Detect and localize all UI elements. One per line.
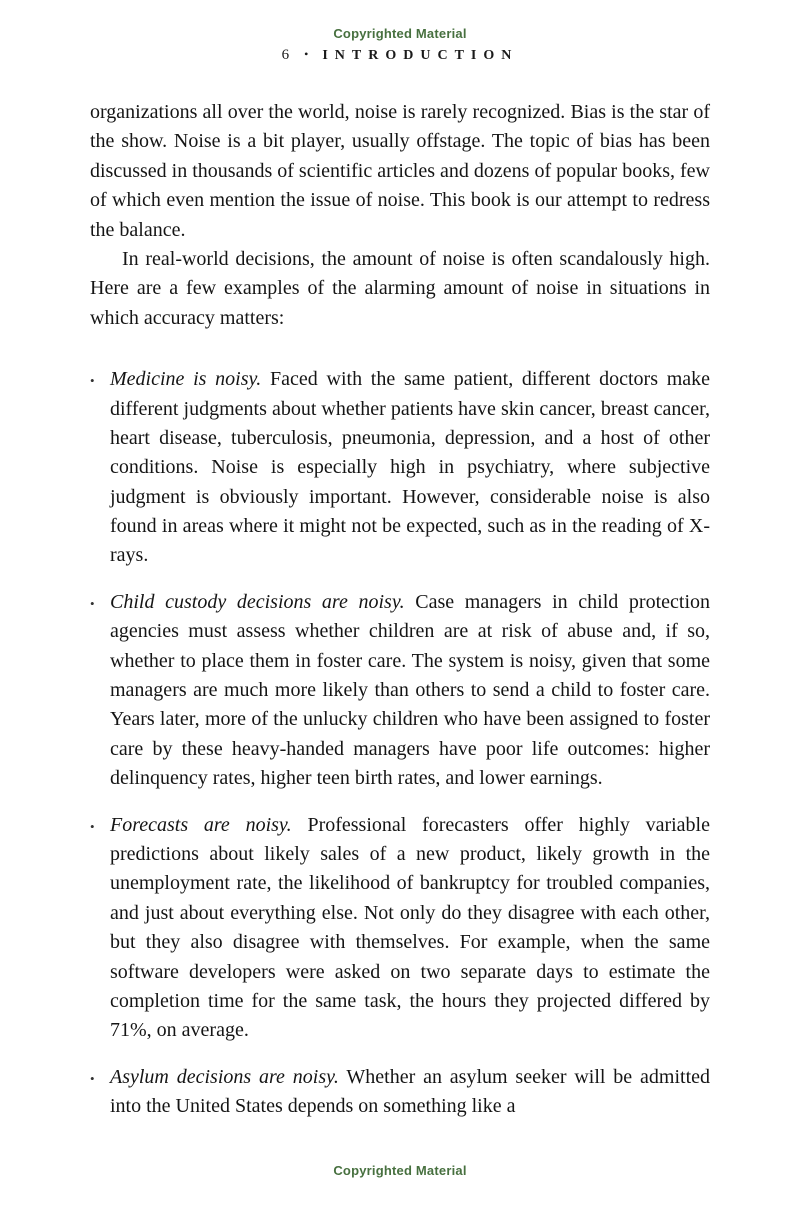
list-item	[90, 365, 710, 571]
header-bullet-separator: •	[304, 47, 309, 61]
list-item-lead: Medicine is noisy.	[110, 368, 262, 391]
bullet-marker: •	[90, 595, 95, 611]
bullet-list	[90, 365, 710, 1121]
page-number: 6	[281, 47, 291, 63]
list-item-text	[110, 811, 710, 1046]
list-item-text	[110, 1063, 710, 1122]
bullet-marker: •	[90, 373, 95, 389]
list-item-body: Whether an asylum seeker will be admitted into the United States depends on something like a	[110, 1065, 711, 1118]
list-item-text	[110, 365, 710, 571]
list-item-body: Professional forecasters offer highly variable predictions about likely sales of a new product, likely growth in the unemployment rate, the likelihood of bankruptcy for troubled companies, and just about everything else. Not only do they disagree with each other, but they also disagree with themselves. For example, when the same software developers were asked on two separate days to estimate the completion time for the same task, the hours they projected differed by 71%, on average.	[110, 813, 710, 1042]
bullet-marker: •	[90, 1070, 95, 1086]
page-body	[90, 98, 710, 1122]
list-item-body: Faced with the same patient, different doctors make different judgments about whether patients have skin cancer, breast cancer, heart disease, tuberculosis, pneumonia, depression, and a host of other conditions. Noise is especially high in psychiatry, where subjective judgment is obviously important. However, considerable noise is also found in areas where it might not be expected, such as in the reading of X-rays.	[110, 368, 711, 567]
list-item	[90, 588, 710, 794]
list-item-lead: Child custody decisions are noisy.	[110, 590, 405, 613]
list-item-lead: Asylum decisions are noisy.	[110, 1065, 339, 1088]
paragraph: organizations all over the world, noise is rarely recognized. Bias is the star of the show. Noise is a bit player, usually offstage. The topic of bias has been discussed in thousands of scientific articles and dozens of popular books, few of which even mention the issue of noise. This book is our attempt to redress the balance.	[90, 101, 710, 241]
section-title: INTRODUCTION	[322, 48, 519, 63]
copyright-notice-top: Copyrighted Material	[333, 26, 467, 41]
paragraph: In real-world decisions, the amount of noise is often scandalously high. Here are a few examples of the alarming amount of noise in situations in which accuracy matters:	[90, 247, 710, 329]
bullet-marker: •	[90, 818, 95, 834]
copyright-notice-bottom: Copyrighted Material	[333, 1163, 467, 1178]
list-item-body: Case managers in child protection agencies must assess whether children are at risk of abuse and, if so, whether to place them in foster care. The system is noisy, given that some managers are much more likely than others to send a child to foster care. Years later, more of the unlucky children who have been assigned to foster care by these heavy-handed managers have poor life outcomes: higher delinquency rates, higher teen birth rates, and lower earnings.	[110, 590, 711, 790]
list-item-text	[110, 588, 710, 794]
list-item-lead: Forecasts are noisy.	[110, 813, 292, 836]
page-footer	[90, 1139, 710, 1178]
list-item	[90, 1063, 710, 1122]
list-item	[90, 811, 710, 1046]
running-header	[90, 47, 710, 64]
